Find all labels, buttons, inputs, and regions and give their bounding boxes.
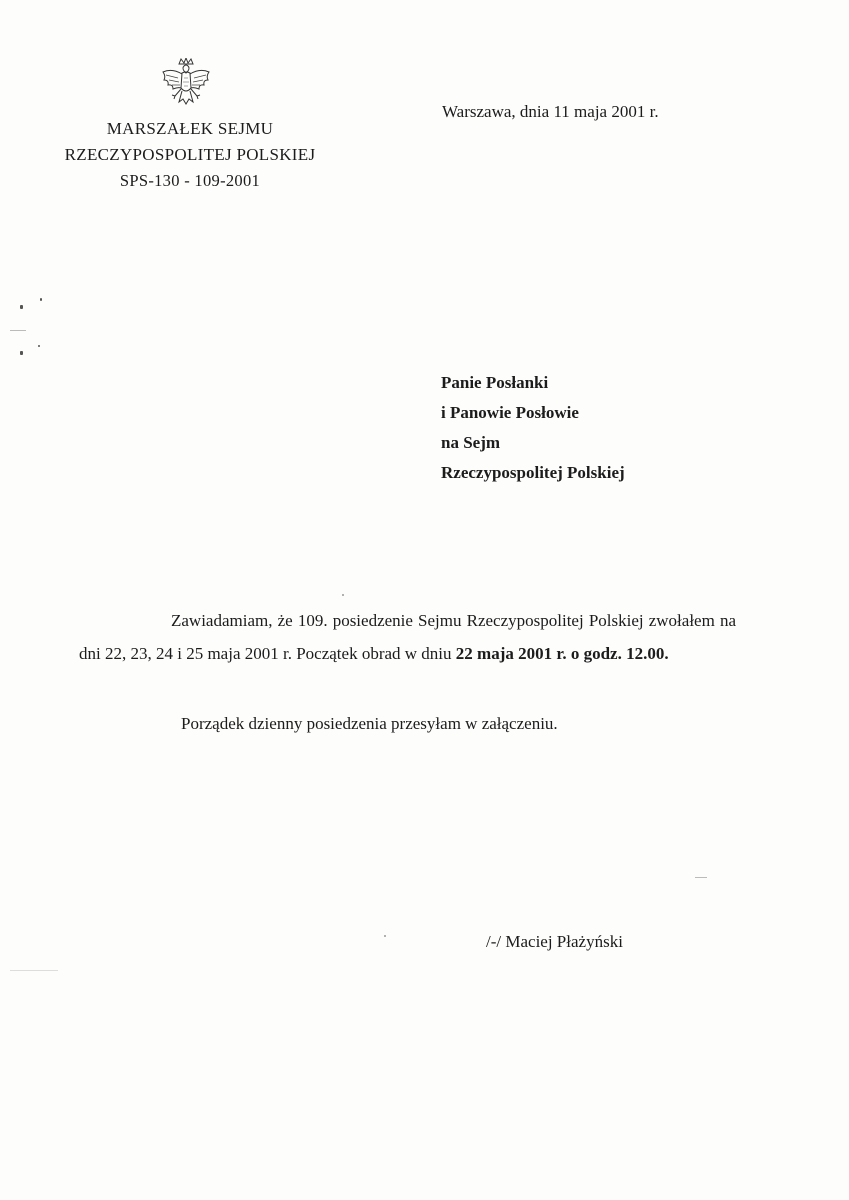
scan-speck xyxy=(20,305,23,309)
recipient-line: Rzeczypospolitej Polskiej xyxy=(441,463,625,482)
scan-speck xyxy=(342,594,344,596)
recipient-line: na Sejm xyxy=(441,433,501,452)
date-line: Warszawa, dnia 11 maja 2001 r. xyxy=(442,102,659,121)
recipient-line: i Panowie Posłowie xyxy=(441,403,579,422)
agenda-paragraph: Porządek dzienny posiedzenia przesyłam w załączeniu. xyxy=(181,714,558,733)
scan-mark xyxy=(695,877,707,878)
polish-eagle-emblem xyxy=(160,58,212,114)
signature-line: /-/ Maciej Płażyński xyxy=(486,932,623,951)
scan-speck xyxy=(384,935,386,937)
scan-speck xyxy=(38,345,40,347)
issuer-block xyxy=(40,116,340,194)
scan-speck xyxy=(40,298,42,301)
scan-mark xyxy=(10,970,58,971)
scan-mark xyxy=(10,330,26,331)
body-text xyxy=(79,604,736,670)
issuer-subtitle: RZECZYPOSPOLITEJ POLSKIEJ xyxy=(64,145,316,164)
scan-speck xyxy=(20,351,23,355)
issuer-title: MARSZAŁEK SEJMU xyxy=(106,119,274,138)
recipient-block xyxy=(441,368,625,488)
recipient-line: Panie Posłanki xyxy=(441,373,549,392)
notice-text: Zawiadamiam, że 109. posiedzenie Sejmu Rzeczypospolitej Polskiej zwołałem na dni 22, 23, 24 i 25 maja 2001 r. Początek obrad w dniu xyxy=(79,611,736,663)
reference-number: SPS-130 - 109-2001 xyxy=(119,171,261,190)
notice-paragraph xyxy=(79,604,736,670)
meeting-start-time: 22 maja 2001 r. o godz. 12.00. xyxy=(455,644,669,663)
